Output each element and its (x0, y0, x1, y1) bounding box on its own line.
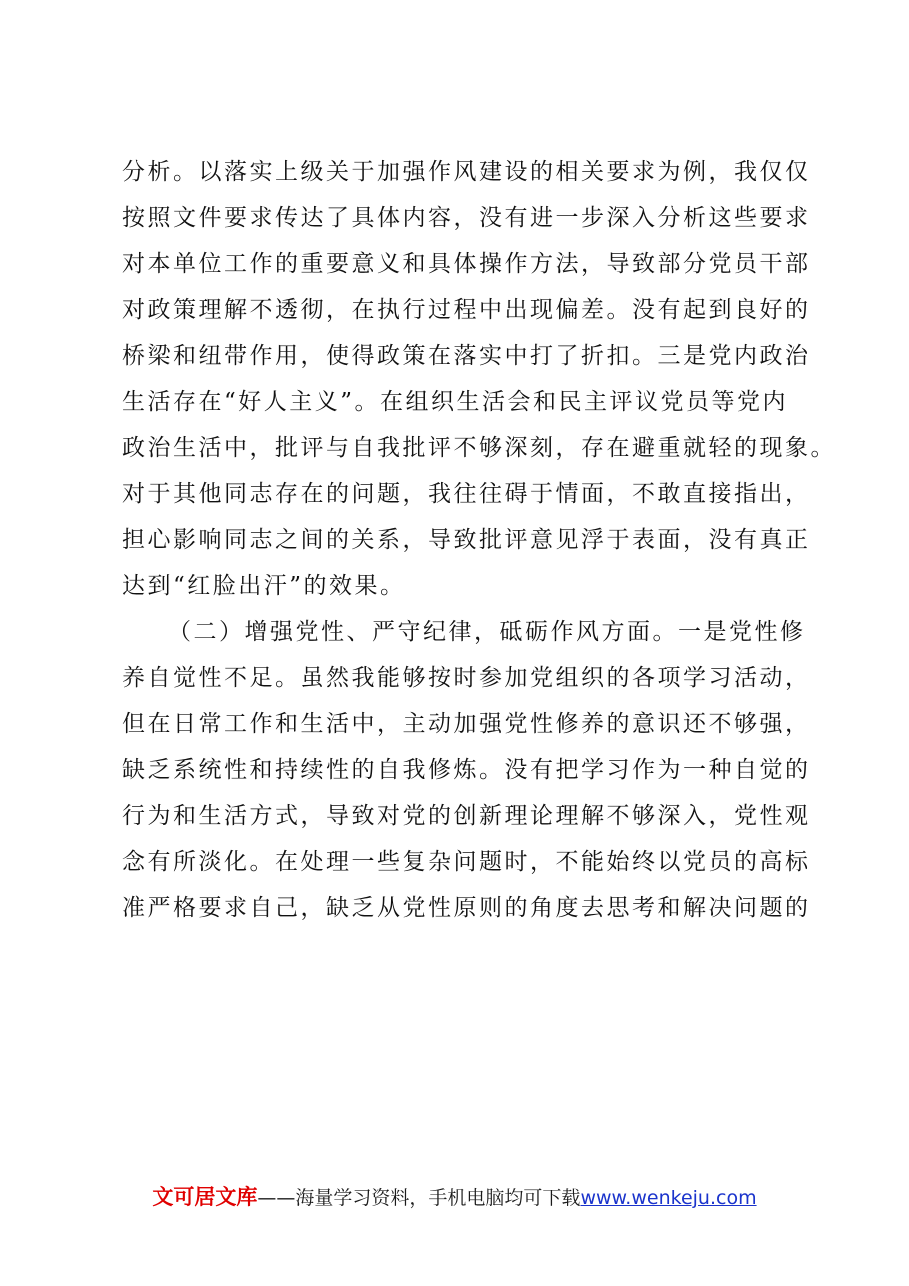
body-text-line: 达到“红脸出汗”的效果。 (122, 573, 406, 599)
body-text-line: 担心影响同志之间的关系，导致批评意见浮于表面，没有真正 (122, 527, 811, 553)
footer-website-link[interactable]: www.wenkeju.com (580, 1187, 757, 1209)
footer-brand-logo: 文可居文库 (152, 1185, 258, 1209)
body-text-line: 准严格要求自己，缺乏从党性原则的角度去思考和解决问题的 (122, 895, 811, 921)
body-text-line: 桥梁和纽带作用，使得政策在落实中打了折扣。三是党内政治 (122, 343, 811, 369)
body-text-line: 对本单位工作的重要意义和具体操作方法，导致部分党员干部 (122, 251, 811, 277)
body-text-line: 缺乏系统性和持续性的自我修炼。没有把学习作为一种自觉的 (122, 757, 811, 783)
body-text-line: 政治生活中，批评与自我批评不够深刻，存在避重就轻的现象。 (122, 435, 836, 461)
footer-tagline: ——海量学习资料，手机电脑均可下载 (257, 1187, 581, 1209)
body-text-line: 养自觉性不足。虽然我能够按时参加党组织的各项学习活动， (122, 665, 811, 691)
body-text-line: 生活存在“好人主义”。在组织生活会和民主评议党员等党内 (122, 389, 789, 415)
body-text-line: 行为和生活方式，导致对党的创新理论理解不够深入，党性观 (122, 803, 811, 829)
body-text-line: 但在日常工作和生活中，主动加强党性修养的意识还不够强， (122, 711, 811, 737)
body-text-line: 对政策理解不透彻，在执行过程中出现偏差。没有起到良好的 (122, 297, 811, 323)
section-heading-line: （二）增强党性、严守纪律，砥砺作风方面。一是党性修 (168, 619, 806, 645)
body-text-line: 对于其他同志存在的问题，我往往碍于情面，不敢直接指出， (122, 481, 811, 507)
page-footer (0, 1180, 909, 1215)
body-text-line: 念有所淡化。在处理一些复杂问题时，不能始终以党员的高标 (122, 849, 811, 875)
body-text-line: 按照文件要求传达了具体内容，没有进一步深入分析这些要求 (122, 205, 811, 231)
body-text-line: 分析。以落实上级关于加强作风建设的相关要求为例，我仅仅 (122, 159, 811, 185)
